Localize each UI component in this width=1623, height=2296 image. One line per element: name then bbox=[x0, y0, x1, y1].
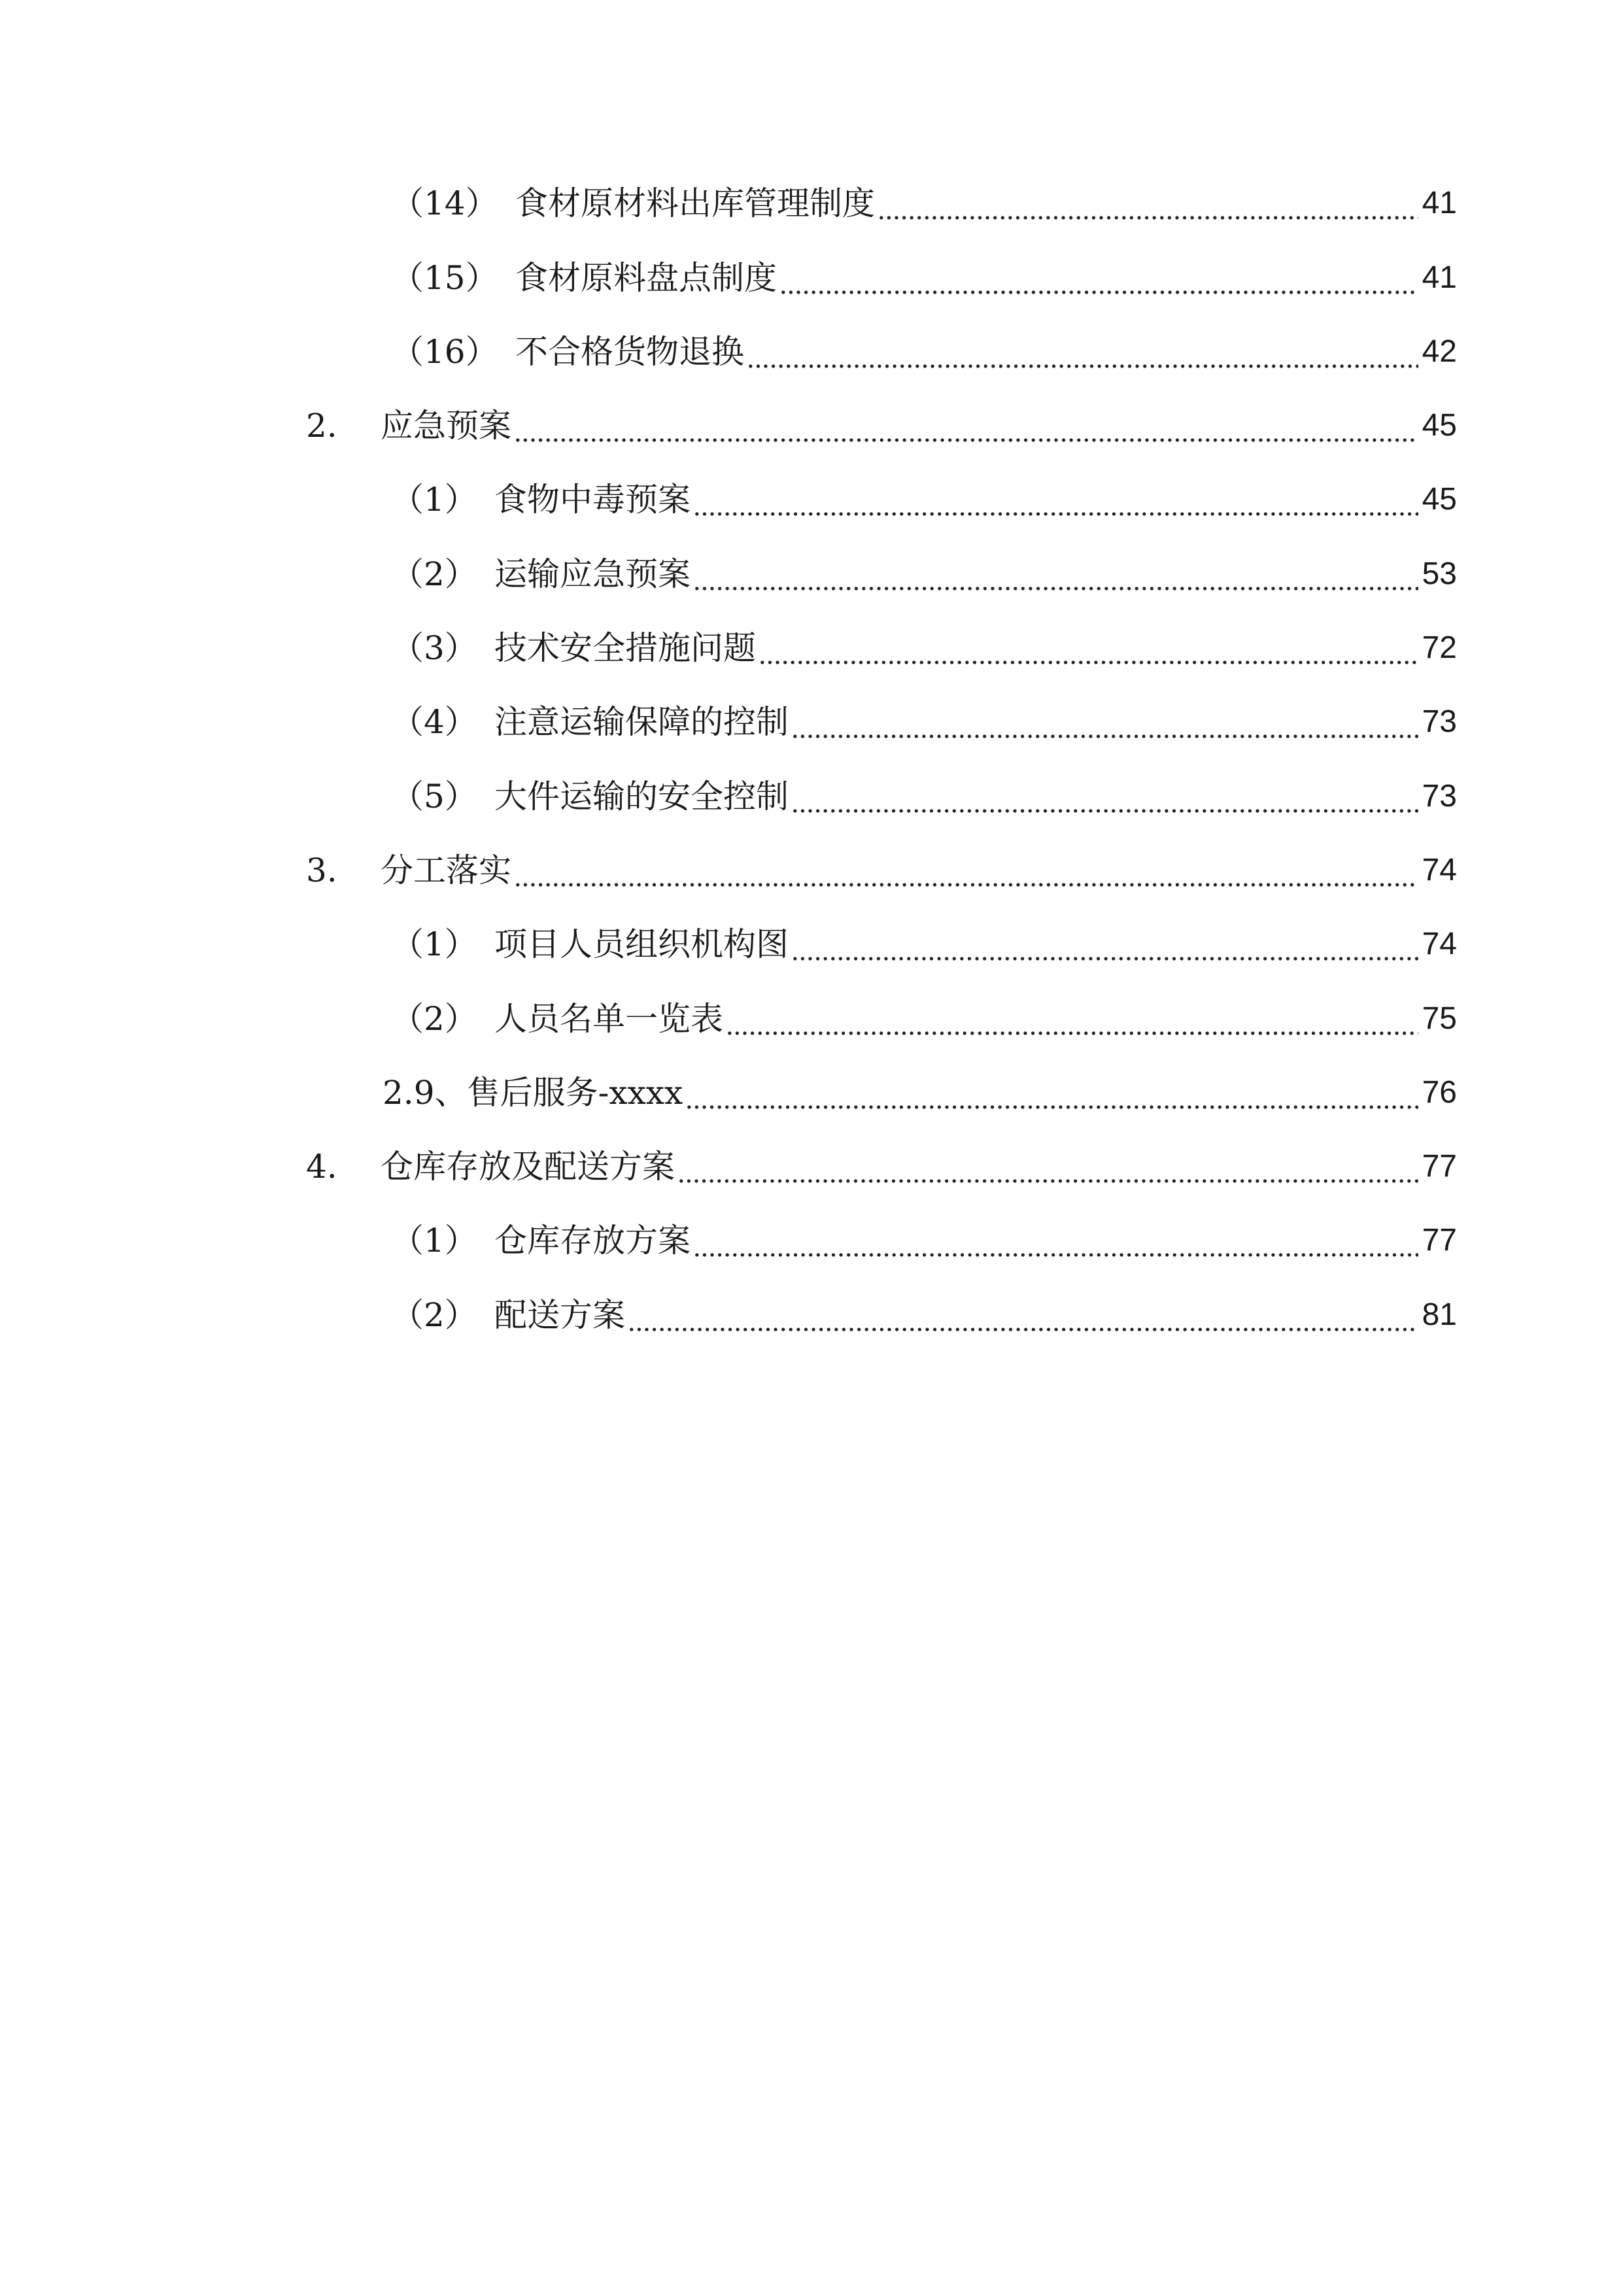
toc-dot-leader bbox=[878, 184, 1418, 223]
toc-dot-leader bbox=[693, 555, 1418, 594]
toc-page-number: 74 bbox=[1422, 852, 1457, 887]
toc-entry-marker: （2） bbox=[391, 555, 477, 593]
toc-dot-leader bbox=[685, 1073, 1418, 1112]
toc-entry-title: 大件运输的安全控制 bbox=[494, 777, 789, 815]
toc-page-number: 72 bbox=[1422, 630, 1457, 666]
toc-entry-title: 食材原料盘点制度 bbox=[515, 258, 777, 297]
toc-entry-title: 2.9、售后服务-xxxx bbox=[383, 1073, 683, 1112]
toc-entry-transport-guarantee-control[interactable] bbox=[0, 668, 1623, 742]
toc-dot-leader bbox=[791, 777, 1418, 816]
toc-page-number: 77 bbox=[1422, 1223, 1457, 1258]
toc-page-number: 73 bbox=[1422, 778, 1457, 814]
toc-dot-leader bbox=[514, 851, 1418, 890]
toc-page-number: 41 bbox=[1422, 186, 1457, 221]
toc-dot-leader bbox=[791, 925, 1418, 964]
toc-page-number: 42 bbox=[1422, 334, 1457, 369]
toc-dot-leader bbox=[628, 1295, 1418, 1335]
toc-entry-marker: （5） bbox=[391, 777, 477, 815]
toc-entry-marker: 4. bbox=[306, 1148, 337, 1186]
toc-entry-transport-emergency-plan[interactable] bbox=[0, 519, 1623, 593]
toc-dot-leader bbox=[726, 999, 1418, 1038]
toc-entry-marker: （1） bbox=[391, 481, 477, 519]
toc-entry-marker: （3） bbox=[391, 629, 477, 668]
toc-dot-leader bbox=[791, 702, 1418, 742]
toc-entry-org-chart[interactable] bbox=[0, 890, 1623, 964]
toc-entry-title: 项目人员组织机构图 bbox=[494, 925, 789, 964]
toc-entry-marker: （4） bbox=[391, 703, 477, 742]
toc-dot-leader bbox=[747, 332, 1418, 371]
toc-entry-warehouse-storage-plan[interactable] bbox=[0, 1186, 1623, 1260]
toc-dot-leader bbox=[779, 258, 1418, 298]
toc-entry-marker: 3. bbox=[306, 851, 337, 889]
toc-entry-technical-safety-measures[interactable] bbox=[0, 594, 1623, 668]
toc-page-number: 73 bbox=[1422, 704, 1457, 740]
toc-entry-food-poisoning-plan[interactable] bbox=[0, 445, 1623, 519]
table-of-contents bbox=[0, 149, 1623, 1335]
toc-page-number: 81 bbox=[1422, 1297, 1457, 1332]
toc-entry-title: 技术安全措施问题 bbox=[494, 629, 756, 668]
toc-entry-after-sales-service[interactable] bbox=[0, 1038, 1623, 1112]
toc-entry-delivery-plan[interactable] bbox=[0, 1260, 1623, 1334]
toc-entry-marker: （15） bbox=[391, 258, 498, 297]
toc-entry-marker: （16） bbox=[391, 332, 498, 371]
toc-entry-title: 应急预案 bbox=[381, 407, 511, 445]
toc-dot-leader bbox=[759, 628, 1418, 668]
toc-page-number: 41 bbox=[1422, 260, 1457, 295]
toc-entry-ingredient-inventory-check[interactable] bbox=[0, 223, 1623, 297]
toc-entry-title: 注意运输保障的控制 bbox=[494, 703, 789, 742]
toc-page-number: 75 bbox=[1422, 1001, 1457, 1036]
toc-entry-title: 仓库存放及配送方案 bbox=[381, 1148, 675, 1186]
toc-entry-personnel-list[interactable] bbox=[0, 964, 1623, 1038]
toc-entry-title: 食物中毒预案 bbox=[494, 481, 691, 519]
toc-entry-warehouse-delivery-plan[interactable] bbox=[0, 1112, 1623, 1186]
toc-dot-leader bbox=[514, 406, 1418, 445]
toc-entry-marker: （2） bbox=[391, 1295, 477, 1334]
toc-entry-title: 食材原材料出库管理制度 bbox=[515, 184, 875, 223]
toc-entry-marker: （14） bbox=[391, 184, 498, 223]
toc-entry-title: 运输应急预案 bbox=[494, 555, 691, 593]
toc-entry-title: 仓库存放方案 bbox=[494, 1222, 691, 1260]
toc-dot-leader bbox=[693, 480, 1418, 519]
toc-entry-marker: （1） bbox=[391, 925, 477, 964]
toc-entry-marker: 2. bbox=[306, 407, 337, 445]
toc-entry-marker: （1） bbox=[391, 1222, 477, 1260]
toc-entry-ingredient-outbound-management[interactable] bbox=[0, 149, 1623, 223]
toc-entry-division-of-work[interactable] bbox=[0, 816, 1623, 890]
toc-dot-leader bbox=[677, 1147, 1418, 1186]
toc-page-number: 76 bbox=[1422, 1074, 1457, 1110]
toc-entry-emergency-plan[interactable] bbox=[0, 371, 1623, 445]
toc-entry-title: 分工落实 bbox=[381, 851, 511, 889]
toc-page-number: 45 bbox=[1422, 408, 1457, 443]
toc-page-number: 53 bbox=[1422, 556, 1457, 591]
toc-entry-title: 配送方案 bbox=[494, 1295, 625, 1334]
toc-page-number: 45 bbox=[1422, 482, 1457, 517]
toc-entry-large-cargo-safety-control[interactable] bbox=[0, 742, 1623, 815]
toc-dot-leader bbox=[693, 1221, 1418, 1260]
toc-page-number: 77 bbox=[1422, 1149, 1457, 1184]
toc-entry-title: 人员名单一览表 bbox=[494, 999, 723, 1038]
toc-page-number: 74 bbox=[1422, 927, 1457, 962]
toc-entry-marker: （2） bbox=[391, 999, 477, 1038]
toc-entry-nonconforming-goods-return[interactable] bbox=[0, 298, 1623, 371]
toc-entry-title: 不合格货物退换 bbox=[515, 332, 744, 371]
